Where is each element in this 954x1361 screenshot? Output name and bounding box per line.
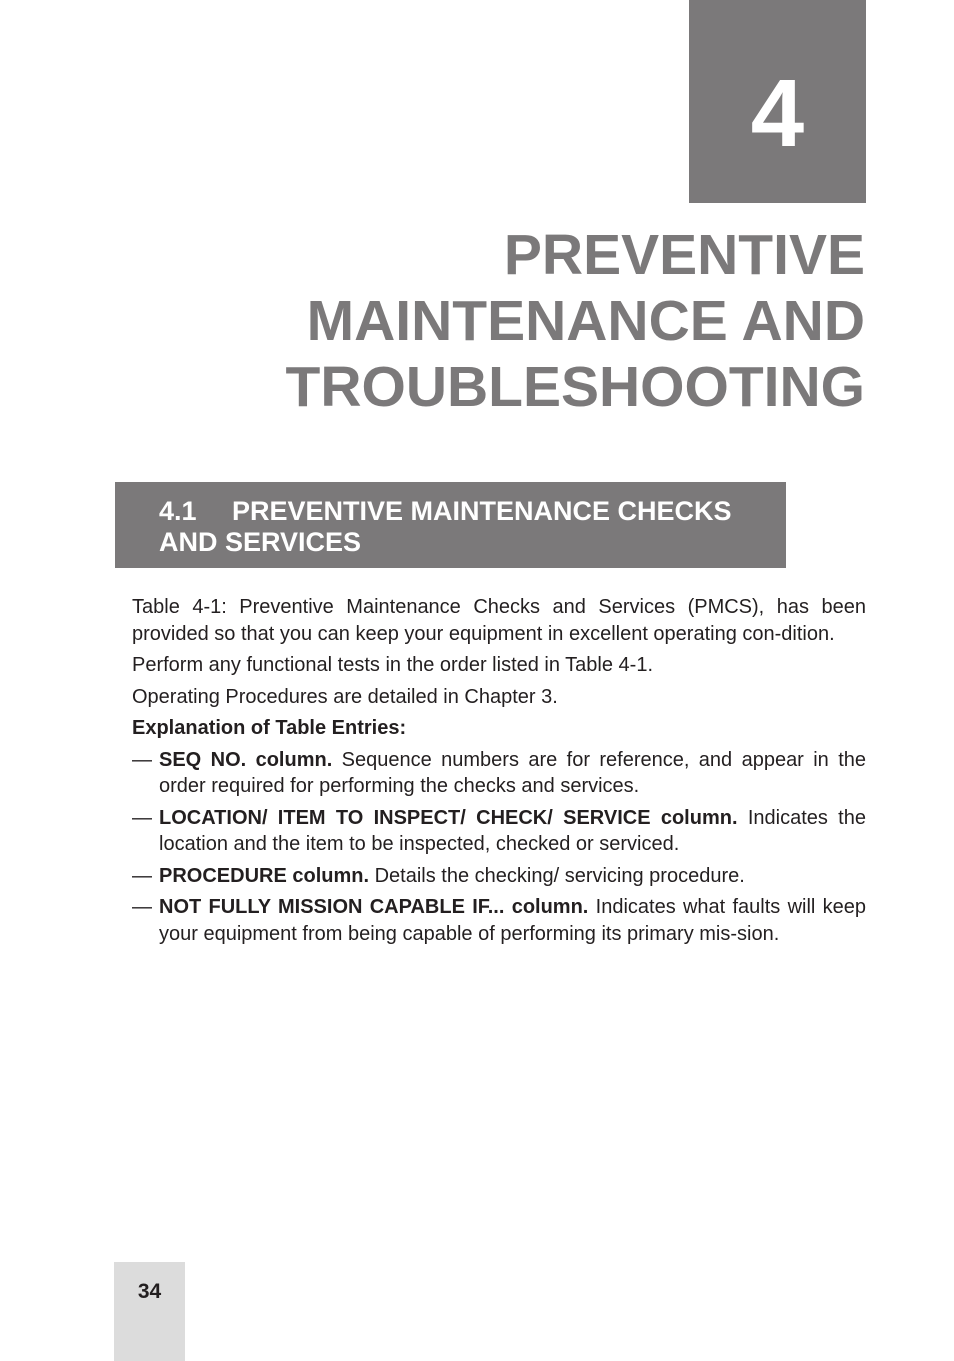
- intro-paragraph: Table 4-1: Preventive Maintenance Checks and Services (PMCS), has been provided so that you can keep your equipment in excellent operating con-dition.: [132, 596, 866, 645]
- entry-not-fully-mission-capable: [132, 894, 866, 947]
- page-number-tab: [114, 1262, 185, 1361]
- entry-dash: —: [132, 806, 152, 829]
- chapter-number: 4: [750, 60, 805, 167]
- entry-dash: —: [132, 864, 152, 887]
- explanation-heading: Explanation of Table Entries:: [132, 717, 407, 739]
- entry-term: PROCEDURE column.: [159, 864, 370, 887]
- section-title-line-2: AND SERVICES: [159, 527, 362, 557]
- chapter-title: [265, 222, 865, 420]
- entry-dash: —: [132, 896, 152, 918]
- section-number: 4.1: [159, 496, 197, 526]
- entry-description: Sequence numbers are for reference, and appear in the order required for performing the checks and services.: [159, 748, 867, 797]
- entry-term: NOT FULLY MISSION CAPABLE IF... column.: [159, 896, 589, 918]
- entry-term: SEQ NO. column.: [159, 748, 333, 771]
- section-heading-line-1: [159, 496, 766, 527]
- entry-procedure: [132, 863, 866, 890]
- section-title-line-1: PREVENTIVE MAINTENANCE CHECKS: [232, 496, 732, 526]
- page-number: 34: [137, 1280, 162, 1303]
- chapter-number-box: [689, 0, 866, 203]
- functional-tests-paragraph: Perform any functional tests in the order listed in Table 4-1.: [132, 654, 654, 676]
- entry-description: Indicates what faults will keep your equipment from being capable of performing its primary mis-sion.: [159, 896, 866, 945]
- operating-procedures-paragraph: Operating Procedures are detailed in Chapter 3.: [132, 685, 558, 708]
- chapter-title-line-1: PREVENTIVE: [503, 223, 865, 287]
- body-content: [132, 594, 866, 952]
- chapter-title-line-3: TROUBLESHOOTING: [285, 355, 865, 419]
- section-heading-bar: [115, 482, 786, 568]
- entry-term: LOCATION/ ITEM TO INSPECT/ CHECK/ SERVICE column.: [159, 806, 738, 829]
- entry-dash: —: [132, 748, 152, 771]
- chapter-title-line-2: MAINTENANCE AND: [306, 289, 865, 353]
- entry-location: [132, 805, 866, 858]
- entry-description: Indicates the location and the item to be inspected, checked or serviced.: [159, 806, 866, 855]
- entry-description: Details the checking/ servicing procedure.: [374, 864, 745, 887]
- entry-seq-no: [132, 747, 866, 800]
